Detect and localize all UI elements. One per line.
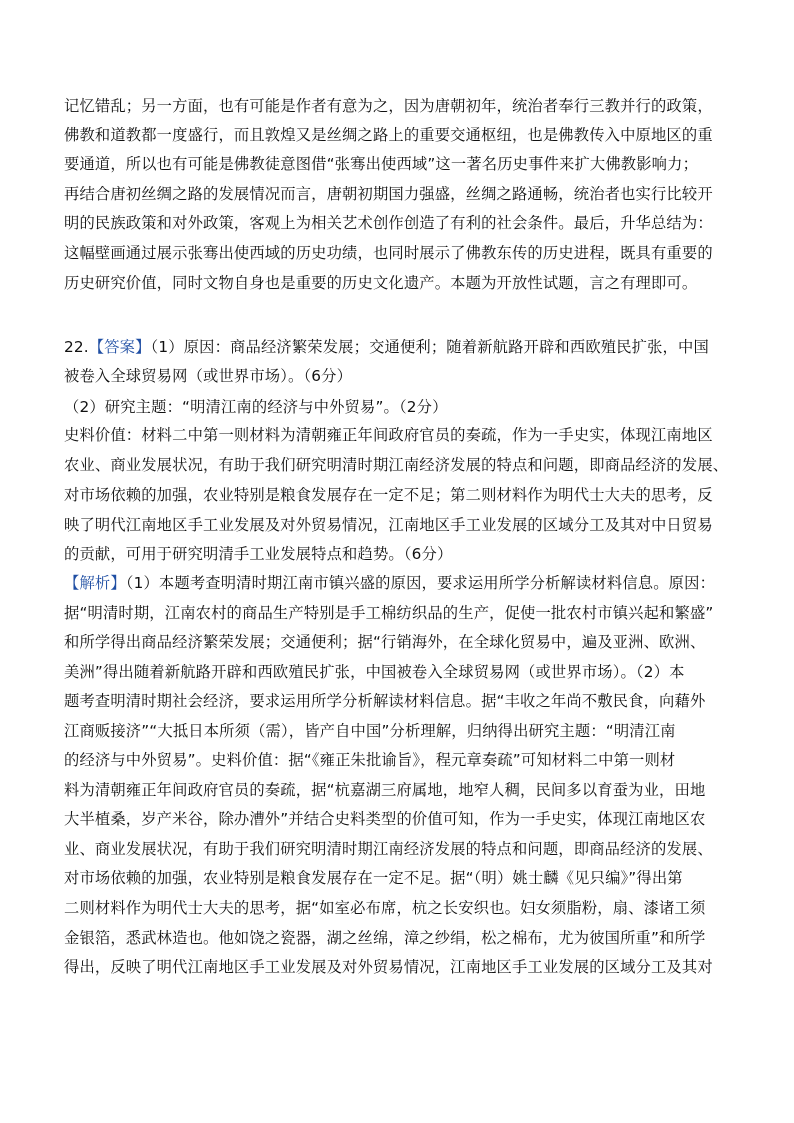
paragraph-line: 再结合唐初丝绸之路的发展情况而言，唐朝初期国力强盛，丝绸之路通畅，统治者也实行比较开 xyxy=(64,185,713,203)
analysis-text: （1）本题考查明清时期江南市镇兴盛的原因，要求运用所学分析解读材料信息。原因： xyxy=(125,574,716,592)
analysis-line: 对市场依赖的加强，农业特别是粮食发展存在一定不足。据“（明）姚士麟《见只编》”得出第 xyxy=(64,869,683,887)
answer-line: （2）研究主题：“明清江南的经济与中外贸易”。（2分） xyxy=(64,398,448,416)
analysis-tag: 【解析】 xyxy=(64,574,126,592)
answer-line: 的贡献，可用于研究明清手工业发展特点和趋势。（6分） xyxy=(64,545,453,563)
paragraph-line: 记忆错乱；另一方面，也有可能是作者有意为之，因为唐朝初年，统治者奉行三教并行的政策， xyxy=(64,97,713,115)
analysis-line: 的经济与中外贸易”。史料价值：据“《雍正朱批谕旨》，程元章奏疏”可知材料二中第一则材 xyxy=(64,751,676,769)
analysis-line: 题考查明清时期社会经济，要求运用所学分析解读材料信息。据“丰收之年尚不敷民食，向藉外 xyxy=(64,692,706,710)
answer-line: 映了明代江南地区手工业发展及对外贸易情况，江南地区手工业发展的区域分工及其对中日贸易 xyxy=(64,516,713,534)
analysis-heading xyxy=(64,572,744,594)
paragraph-line: 历史研究价值，同时文物自身也是重要的历史文化遗产。本题为开放性试题，言之有理即可。 xyxy=(64,274,698,292)
answer-text: （1）原因：商品经济繁荣发展；交通便利；随着新航路开辟和西欧殖民扩张，中国 xyxy=(150,338,709,356)
paragraph-line: 这幅壁画通过展示张骞出使西域的历史功绩，也同时展示了佛教东传的历史进程，既具有重要的 xyxy=(64,244,713,262)
analysis-line: 美洲”得出随着新航路开辟和西欧殖民扩张，中国被卷入全球贸易网（或世界市场）。（2）本 xyxy=(64,663,685,681)
question-22-answer-heading xyxy=(64,336,744,358)
analysis-line: 料为清朝雍正年间政府官员的奏疏，据“杭嘉湖三府属地，地窄人稠，民间多以育蚕为业，田地 xyxy=(64,781,706,799)
question-number: 22. xyxy=(64,338,89,356)
analysis-line: 得出，反映了明代江南地区手工业发展及对外贸易情况，江南地区手工业发展的区域分工及其对 xyxy=(64,958,713,976)
answer-line: 农业、商业发展状况，有助于我们研究明清时期江南经济发展的特点和问题，即商品经济的发展、 xyxy=(64,456,729,474)
analysis-line: 业、商业发展状况，有助于我们研究明清时期江南经济发展的特点和问题，即商品经济的发展、 xyxy=(64,840,713,858)
analysis-line: 江商贩接济”“大抵日本所须（需），皆产自中国”分析理解，归纳得出研究主题：“明清江南 xyxy=(64,722,676,740)
answer-line: 对市场依赖的加强，农业特别是粮食发展存在一定不足；第二则材料作为明代士大夫的思考，反 xyxy=(64,486,713,504)
answer-tag: 【答案】 xyxy=(88,338,151,356)
analysis-line: 和所学得出商品经济繁荣发展；交通便利；据“行销海外，在全球化贸易中，遍及亚洲、欧洲、 xyxy=(64,633,706,651)
paragraph-line: 明的民族政策和对外政策，客观上为相关艺术创作创造了有利的社会条件。最后，升华总结为： xyxy=(64,214,713,232)
paragraph-line: 要通道，所以也有可能是佛教徒意图借“张骞出使西域”这一著名历史事件来扩大佛教影响力； xyxy=(64,155,699,173)
analysis-line: 大半植桑，岁产米谷，除办漕外”并结合史料类型的价值可知，作为一手史实，体现江南地区农 xyxy=(64,810,706,828)
analysis-line: 据“明清时期，江南农村的商品生产特别是手工棉纺织品的生产，促使一批农村市镇兴起和繁盛” xyxy=(64,604,714,622)
analysis-line: 金银箔，悉武林造也。他如饶之瓷器，湖之丝绵，漳之纱绢，松之棉布，尤为彼国所重”和所学 xyxy=(64,929,706,947)
analysis-line: 二则材料作为明代士大夫的思考，据“如室必布席，杭之长安织也。妇女须脂粉，扇、漆诸工须 xyxy=(64,899,706,917)
answer-line: 被卷入全球贸易网（或世界市场）。（6分） xyxy=(64,367,353,385)
answer-line: 史料价值：材料二中第一则材料为清朝雍正年间政府官员的奏疏，作为一手史实，体现江南地区 xyxy=(64,426,713,444)
paragraph-line: 佛教和道教都一度盛行，而且敦煌又是丝绸之路上的重要交通枢纽，也是佛教传入中原地区的重 xyxy=(64,126,713,144)
